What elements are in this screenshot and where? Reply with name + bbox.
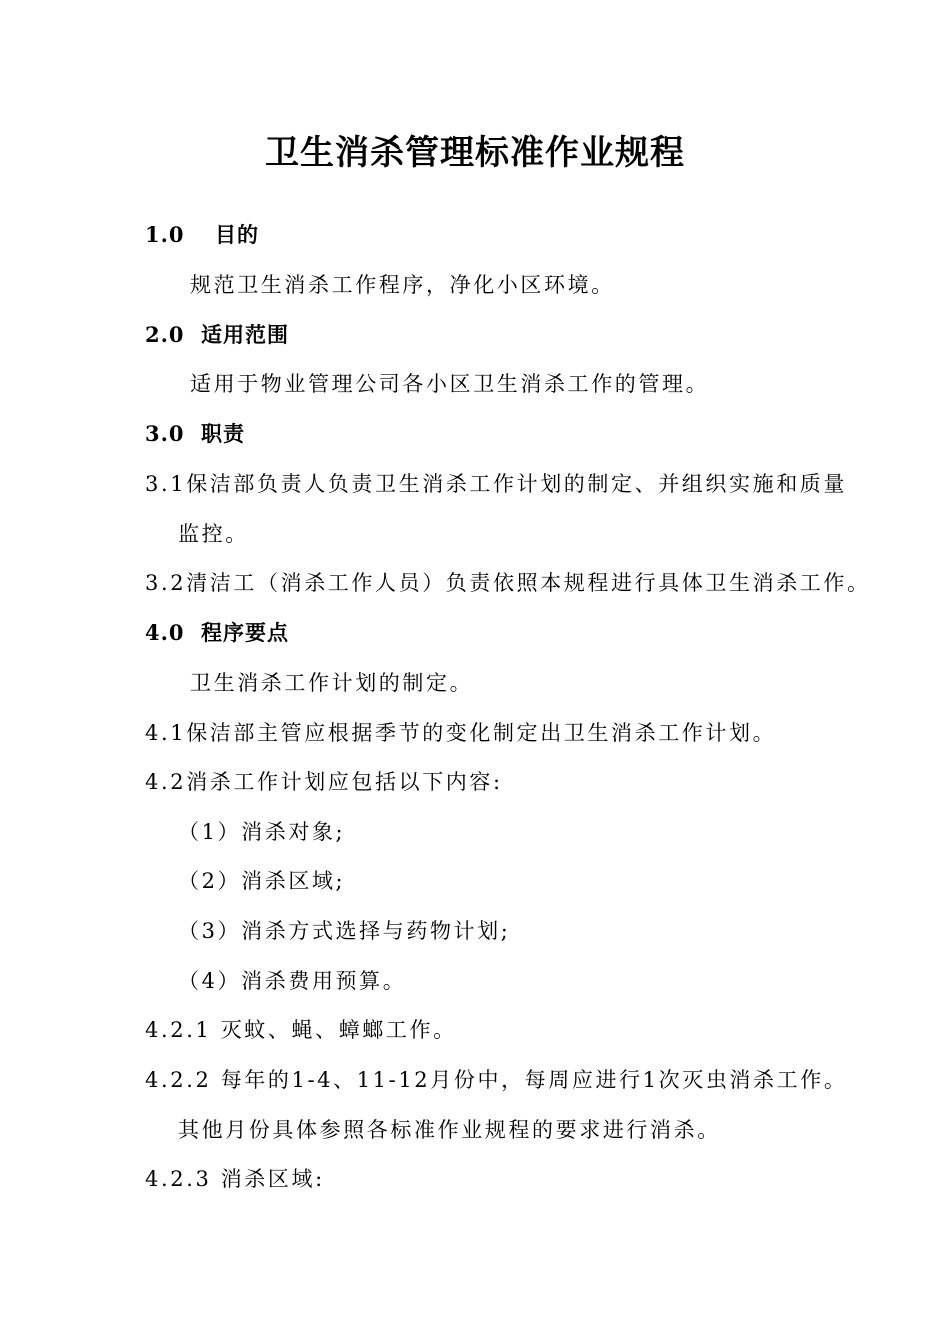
section-heading-4 xyxy=(145,618,289,648)
paragraph: 适用于物业管理公司各小区卫生消杀工作的管理。 xyxy=(190,372,710,396)
paragraph: 4.2.1 灭蚊、蝇、蟑螂工作。 xyxy=(145,1018,457,1042)
section-number: 2.0 xyxy=(145,322,185,347)
section-title: 职责 xyxy=(201,421,245,446)
list-item: （3）消杀方式选择与药物计划; xyxy=(178,919,511,943)
section-number: 3.0 xyxy=(145,421,185,446)
paragraph: 3.1保洁部负责人负责卫生消杀工作计划的制定、并组织实施和质量 xyxy=(145,472,847,496)
list-item: （4）消杀费用预算。 xyxy=(178,969,407,993)
paragraph: 其他月份具体参照各标准作业规程的要求进行消杀。 xyxy=(178,1118,721,1142)
section-heading-2 xyxy=(145,320,289,350)
document-title: 卫生消杀管理标准作业规程 xyxy=(265,133,685,173)
paragraph: 3.2清洁工（消杀工作人员）负责依照本规程进行具体卫生消杀工作。 xyxy=(145,571,871,595)
section-number: 4.0 xyxy=(145,620,185,645)
section-title: 目的 xyxy=(215,222,259,247)
paragraph: 规范卫生消杀工作程序，净化小区环境。 xyxy=(190,273,615,297)
section-heading-3 xyxy=(145,419,245,449)
list-item: （2）消杀区域; xyxy=(178,869,346,893)
section-number: 1.0 xyxy=(145,222,185,247)
paragraph: 4.2.3 消杀区域: xyxy=(145,1167,325,1191)
paragraph: 4.2.2 每年的1-4、11-12月份中，每周应进行1次灭虫消杀工作。 xyxy=(145,1068,848,1092)
paragraph: 4.2消杀工作计划应包括以下内容: xyxy=(145,770,503,794)
section-title: 适用范围 xyxy=(201,322,289,347)
paragraph: 卫生消杀工作计划的制定。 xyxy=(190,671,474,695)
section-title: 程序要点 xyxy=(201,620,289,645)
list-item: （1）消杀对象; xyxy=(178,820,346,844)
paragraph: 4.1保洁部主管应根据季节的变化制定出卫生消杀工作计划。 xyxy=(145,721,777,745)
paragraph: 监控。 xyxy=(178,522,249,546)
section-heading-1 xyxy=(145,220,259,250)
